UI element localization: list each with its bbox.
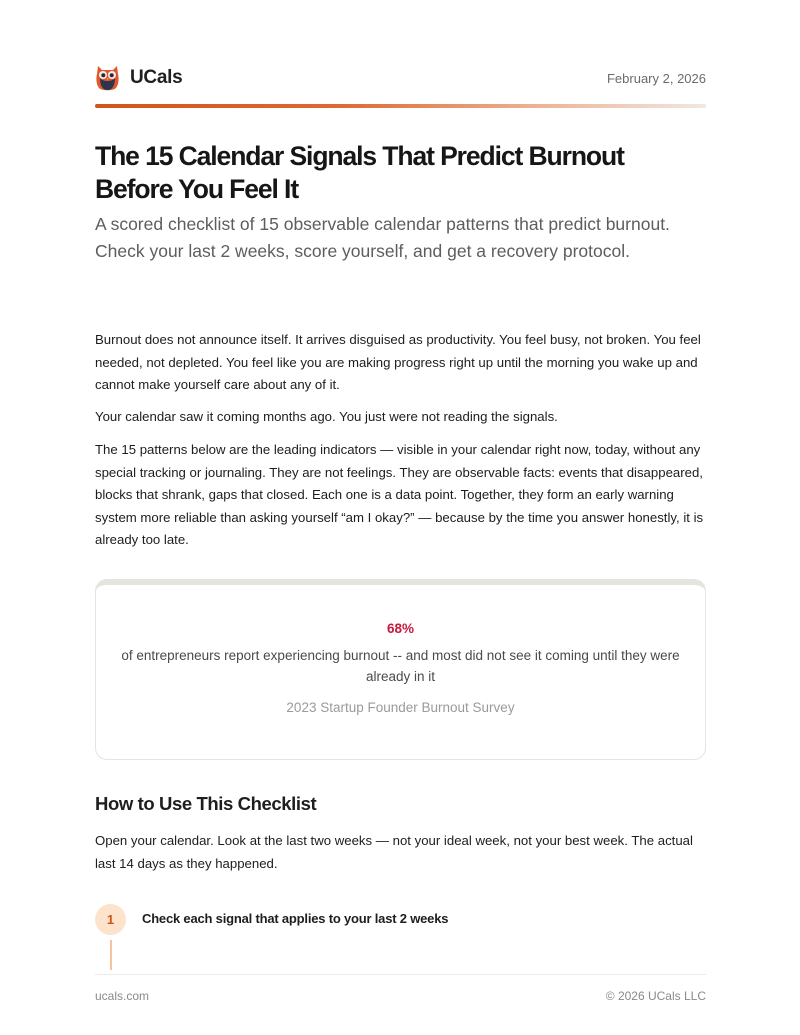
step-label: Check each signal that applies to your last 2 weeks <box>142 911 449 926</box>
section-heading-how-to: How to Use This Checklist <box>95 793 317 814</box>
page-header <box>95 62 706 94</box>
step-number-badge: 1 <box>95 904 126 935</box>
owl-icon <box>95 64 120 92</box>
step-connector-line <box>110 940 112 970</box>
stat-callout-card <box>95 579 706 760</box>
stat-value: 68% <box>386 621 415 636</box>
publish-date: February 2, 2026 <box>606 70 706 86</box>
header-divider <box>95 104 706 108</box>
intro-paragraph-3: The 15 patterns below are the leading indicators — visible in your calendar right now, today, without any special tracking or journaling. They are not feelings. They are observable facts: events that disappeared, blocks that shrank, gaps that closed. Each one is a data point. Together, they form an early warning system more reliable than asking yourself “am I okay?” — because by the time you answer honestly, it is already too late. <box>95 442 704 547</box>
page-footer <box>95 989 706 1003</box>
footer-divider <box>95 974 706 975</box>
how-to-paragraph: Open your calendar. Look at the last two weeks — not your ideal week, not your best week. The actual last 14 days as they happened. <box>95 833 693 871</box>
stat-source: 2023 Startup Founder Burnout Survey <box>286 700 515 715</box>
footer-website: ucals.com <box>95 989 150 1003</box>
brand <box>95 64 182 92</box>
intro-paragraph-2: Your calendar saw it coming months ago. You just were not reading the signals. <box>95 409 558 424</box>
page-subtitle: A scored checklist of 15 observable calendar patterns that predict burnout. Check your last 2 weeks, score yourself, and get a recovery protocol. <box>95 214 670 261</box>
brand-name: UCals <box>130 67 183 88</box>
intro-paragraph-1: Burnout does not announce itself. It arrives disguised as productivity. You feel busy, not broken. You feel needed, not depleted. You feel like you are making progress right up until the morning you wake up and cannot make yourself care about any of it. <box>95 332 701 392</box>
footer-copyright: © 2026 UCals LLC <box>605 989 706 1003</box>
page-title: The 15 Calendar Signals That Predict Burnout Before You Feel It <box>95 141 624 204</box>
stat-description: of entrepreneurs report experiencing burnout -- and most did not see it coming until they were already in it <box>121 648 680 684</box>
step-item <box>95 904 706 970</box>
